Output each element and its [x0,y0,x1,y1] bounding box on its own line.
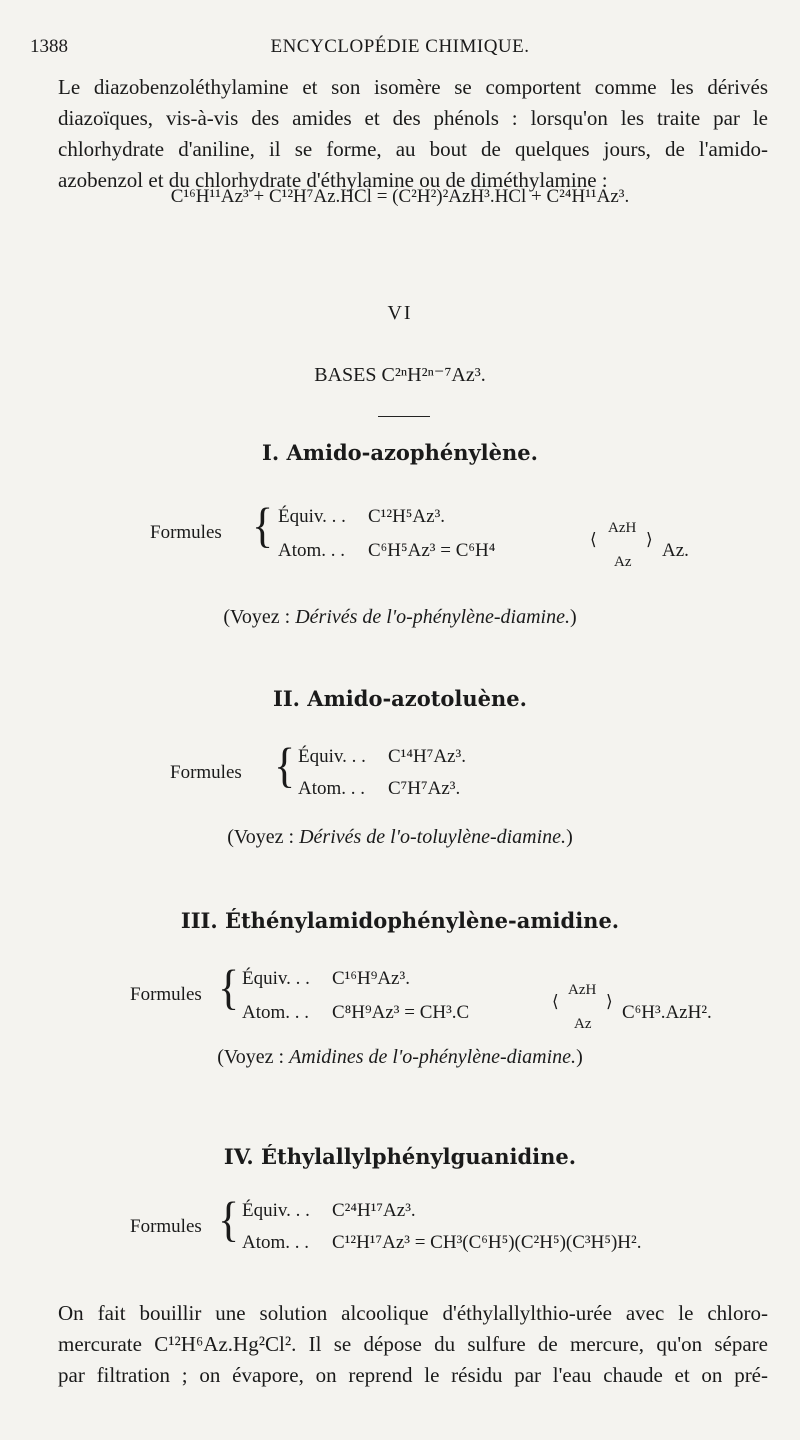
see-suffix: ) [566,826,573,848]
intro-paragraph [58,72,768,196]
intro-line: chlorhydrate d'aniline, il se forme, au bout de quelques jours, de l'amido- [58,137,768,161]
formula-label: Formules [130,1216,202,1237]
atom-key: Atom. . . [242,1002,310,1023]
ring-top: AzH [568,982,597,998]
formula-block [170,738,590,812]
see-title: Dérivés de l'o-phénylène-diamine. [295,606,570,628]
compound-heading: II. Amido-azotoluène. [273,686,527,711]
equiv-formula: C¹⁶H⁹Az³. [332,968,410,989]
ring-bond: ⟨ [552,992,559,1011]
see-prefix: (Voyez : [217,1046,290,1068]
compound-heading: IV. Éthylallylphénylguanidine. [223,1144,577,1169]
ring-bond: ⟩ [606,992,613,1011]
atom-key: Atom. . . [298,778,366,799]
ring-bottom: Az [574,1016,592,1032]
equiv-formula: C²⁴H¹⁷Az³. [332,1200,416,1221]
closing-line: On fait bouillir une solution alcoolique d'éthylallylthio-urée avec le chloro- [58,1301,768,1325]
equiv-key: Équiv. . . [242,968,310,989]
running-title: ENCYCLOPÉDIE CHIMIQUE. [270,36,530,57]
intro-line: azobenzol et du chlorhydrate d'éthylamine ou de diméthylamine : [58,168,608,192]
atom-row [242,1232,641,1254]
atom-key: Atom. . . [278,540,346,561]
see-title: Dérivés de l'o-toluylène-diamine. [299,826,567,848]
ring-tail: C⁶H³.AzH². [622,1002,712,1023]
equiv-row [242,1200,416,1222]
formula-block [150,500,770,580]
compound-heading: III. Éthénylamidophénylène-amidine. [180,908,620,933]
see-suffix: ) [569,606,577,628]
equiv-row [298,746,466,768]
atom-row [242,1002,469,1024]
reaction-equation: C¹⁶H¹¹Az³ + C¹²H⁷Az.HCl = (C²H²)²AzH³.HCl + C²⁴H¹¹Az³. [170,186,630,207]
atom-formula: C⁸H⁹Az³ = CH³.C [332,1002,470,1023]
brace: { [218,1192,240,1247]
equiv-key: Équiv. . . [298,746,366,767]
atom-formula: C⁷H⁷Az³. [388,778,461,799]
ring-tail: Az. [662,540,689,561]
atom-row [298,778,460,800]
see-reference [0,826,800,849]
see-prefix: (Voyez : [227,826,300,848]
section-number: VI [387,302,413,324]
formula-label: Formules [170,762,242,783]
ring-top: AzH [608,520,637,536]
section-rule [378,416,430,417]
equiv-key: Équiv. . . [278,506,346,527]
atom-key: Atom. . . [242,1232,310,1253]
equiv-row [278,506,445,528]
see-title: Amidines de l'o-phénylène-diamine. [289,1046,577,1068]
brace: { [252,498,274,553]
compound-heading: I. Amido-azophénylène. [262,440,538,465]
equiv-formula: C¹²H⁵Az³. [368,506,446,527]
see-reference [0,1046,800,1069]
intro-line: diazoïques, vis-à-vis des amides et des phénols : lorsqu'on les traite par le [58,106,768,130]
ring-bond: ⟩ [646,530,653,549]
atom-formula: C⁶H⁵Az³ = C⁶H⁴ [368,540,496,561]
equiv-formula: C¹⁴H⁷Az³. [388,746,466,767]
formula-block [130,962,770,1042]
see-prefix: (Voyez : [223,606,296,628]
see-reference [0,606,800,629]
page-header [30,36,770,60]
intro-line: Le diazobenzoléthylamine et son isomère se comportent comme les dérivés [58,75,768,99]
section-title: BASES C²ⁿH²ⁿ⁻⁷Az³. [314,364,486,386]
page-number: 1388 [30,36,68,57]
formula-label: Formules [150,522,222,543]
formula-label: Formules [130,984,202,1005]
closing-paragraph [58,1298,768,1391]
atom-formula: C¹²H¹⁷Az³ = CH³(C⁶H⁵)(C²H⁵)(C³H⁵)H². [332,1232,642,1253]
ring-bottom: Az [614,554,632,570]
see-suffix: ) [576,1046,583,1068]
formula-block [130,1192,770,1266]
equiv-row [242,968,410,990]
brace: { [218,960,240,1015]
atom-row [278,540,495,562]
closing-line: mercurate C¹²H⁶Az.Hg²Cl². Il se dépose du sulfure de mercure, qu'on sépare [58,1332,768,1356]
closing-line: par filtration ; on évapore, on reprend le résidu par l'eau chaude et on pré- [58,1363,768,1387]
ring-bond: ⟨ [590,530,597,549]
equiv-key: Équiv. . . [242,1200,310,1221]
brace: { [274,738,296,793]
